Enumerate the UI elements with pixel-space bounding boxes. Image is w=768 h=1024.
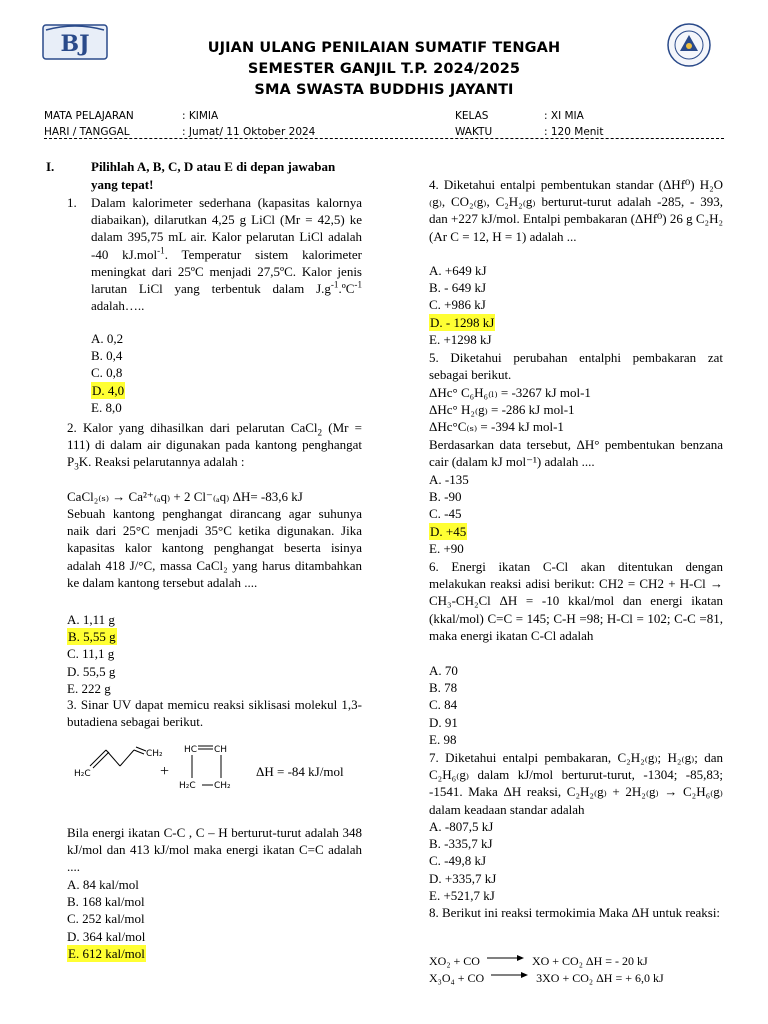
q4-text: 4. Diketahui entalpi pembentukan standar (ΔHf⁰) H₂O ₍g₎, CO₂₍g₎, C₂H₂₍g₎ berturut-turut adalah -285, - 393, dan +227 kJ/mol. Entalpi pembakaran (ΔHf⁰) 26 g C₂H₂ (Ar C = 12, H = 1) adalah ... [429, 177, 723, 244]
q8-r1-left: XO₂ + CO [429, 954, 480, 968]
q6-option-e: E. 98 [429, 731, 457, 747]
q1-option-b: B. 0,4 [91, 348, 123, 364]
q4-option-b: B. - 649 kJ [429, 280, 487, 296]
q3-plus: + [160, 763, 170, 780]
q2-option-b: B. 5,55 g [68, 629, 116, 645]
q7-option-e: E. +521,7 kJ [429, 887, 495, 903]
q8-reaction-2 [429, 969, 723, 987]
q5-text: 5. Diketahui perubahan entalphi pembakaran zat sebagai berikut. [429, 350, 723, 383]
arrow-icon [491, 966, 529, 984]
q1-number: 1. [67, 195, 77, 210]
header-line-2: SEMESTER GANJIL T.P. 2024/2025 [247, 61, 521, 77]
q5-text-2: Berdasarkan data tersebut, ΔH° pembentukan benzana cair (dalam kJ mol⁻¹) adalah .... [429, 437, 723, 470]
q3-label-ch: CH [214, 745, 228, 755]
q2-option-d: D. 55,5 g [67, 663, 116, 679]
q8-text: 8. Berikut ini reaksi termokimia Maka ΔH untuk reaksi: [429, 905, 721, 920]
q6-option-b: B. 78 [429, 680, 458, 696]
class-label: KELAS [455, 110, 489, 122]
logo-text: BJ [60, 31, 90, 57]
q2-option-a: A. 1,11 g [67, 612, 115, 627]
q7-option-c: C. -49,8 kJ [429, 853, 487, 869]
q1-options [91, 330, 125, 416]
q5-option-a: A. -135 [429, 472, 469, 487]
q3-text: Bila energi ikatan C-C , C – H berturut-turut adalah 348 kJ/mol dan 413 kJ/mol maka energi ikatan C=C adalah .... [67, 825, 362, 875]
q4-option-a: A. +649 kJ [429, 263, 487, 278]
q5-line-3: ΔHc°C₍ₛ₎ = -394 kJ mol-1 [429, 419, 564, 435]
date-label: HARI / TANGGAL [44, 126, 130, 138]
q6-option-d: D. 91 [429, 714, 458, 730]
q3-option-b: B. 168 kal/mol [67, 894, 145, 910]
q3-delta-h: ΔH = -84 kJ/mol [256, 764, 344, 779]
q3-intro: 3. Sinar UV dapat memicu reaksi siklisasi molekul 1,3-butadiena sebagai berikut. [67, 697, 362, 730]
q3-option-c: C. 252 kal/mol [67, 911, 145, 927]
q8-r2-right: 3XO + CO₂ ΔH = + 6,0 kJ [536, 971, 664, 985]
q4-options [429, 262, 495, 348]
q2-option-e: E. 222 g [67, 680, 111, 696]
q3-label-h2c-b: H₂C [179, 781, 196, 791]
q2-text: Sebuah kantong penghangat dirancang agar suhunya naik dari 25°C menjadi 35°C ketika digunakan. Jika kapasitas kalor kantong penghangat beserta isinya adalah 418 J/°C, massa CaCl₂ yang harus ditambahkan ke dalam kantong tersebut adalah .... [67, 506, 362, 590]
q5-option-e: E. +90 [429, 540, 464, 556]
q6-option-c: C. 84 [429, 697, 458, 713]
q3-option-e: E. 612 kal/mol [68, 945, 145, 961]
q5-option-d: D. +45 [430, 523, 467, 539]
q3-reaction-diagram [68, 738, 368, 810]
q7-options [429, 818, 496, 904]
q3-label-hc: HC [184, 745, 198, 755]
q7-option-d: D. +335,7 kJ [429, 870, 497, 886]
q7-text: 7. Diketahui entalpi pembakaran, C₂H₂₍g₎; H₂₍g₎; dan C₂H₆₍g₎ dalam kJ/mol berturut-turut, -1304; -85,83; -1541. Maka ΔH reaksi, C₂H₂₍g₎ + 2H₂₍g₎ → C₂H₆₍g₎ dalam keadaan standar adalah [429, 750, 723, 817]
time-label: WAKTU [455, 126, 493, 138]
q8-r2-left: X₃O₄ + CO [429, 971, 485, 985]
q5-line-2: ΔHc° H₂₍g₎ = -286 kJ mol-1 [429, 402, 575, 418]
q3-options [67, 876, 146, 962]
exam-header [0, 38, 768, 101]
subject-label: MATA PELAJARAN [44, 110, 134, 122]
q5-line-1: ΔHc° C₆H₆₍ₗ₎ = -3267 kJ mol-1 [429, 385, 591, 400]
header-line-1: UJIAN ULANG PENILAIAN SUMATIF TENGAH [207, 40, 561, 56]
q4-option-c: C. +986 kJ [429, 297, 486, 313]
q7-option-a: A. -807,5 kJ [429, 819, 494, 834]
class-value: : XI MIA [544, 110, 584, 122]
q1-option-e: E. 8,0 [91, 399, 122, 415]
q3-label-ch2-b: CH₂ [214, 781, 231, 791]
q8-reaction-1 [429, 952, 723, 970]
q3-label-h2c-left: H₂C [74, 769, 91, 779]
q3-label-ch2-top: CH₂ [146, 749, 163, 759]
arrow-icon [487, 949, 525, 967]
q2-equation: CaCl₂₍ₛ₎ → Ca²⁺₍ₐq₎ + 2 Cl⁻₍ₐq₎ ΔH= -83,6 kJ [67, 489, 303, 504]
header-line-3: SMA SWASTA BUDDHIS JAYANTI [254, 82, 514, 98]
q5-data [429, 384, 723, 436]
subject-value: : KIMIA [182, 110, 219, 122]
header-divider [44, 138, 724, 139]
section-instruction: Pilihlah A, B, C, D atau E di depan jawaban yang tepat! [91, 159, 336, 192]
q3-option-d: D. 364 kal/mol [67, 928, 146, 944]
section-number: I. [46, 159, 55, 174]
q1-option-c: C. 0,8 [91, 365, 123, 381]
q1-option-a: A. 0,2 [91, 331, 124, 346]
q6-text: 6. Energi ikatan C-Cl akan ditentukan dengan melakukan reaksi adisi berikut: CH2 = CH2 + H-Cl → CH₃-CH₂Cl ΔH = -10 kkal/mol dan energi ikatan (kkal/mol) C=C = 145; C-H =98; H-Cl = 102; C-C =81, maka energi ikatan C-Cl adalah [429, 559, 723, 643]
q6-option-a: A. 70 [429, 663, 458, 678]
q2-options [67, 611, 117, 697]
q1-option-d: D. 4,0 [92, 382, 125, 398]
q3-option-a: A. 84 kal/mol [67, 877, 139, 892]
q1-text: Dalam kalorimeter sederhana (kapasitas kalornya diabaikan), dilarutkan 4,25 g LiCl (Mr = 42,5) ke dalam 395,75 mL air. Kalor pelarutan LiCl adalah -40 kJ.mol$^{-1}$. Temperatur sistem kalorimeter meningkat dari 25ºC menjadi 27,5ºC. Kalor jenis larutan LiCl yang terbentuk dalam $J.g^{-1}.ºC^{-1}$ adalah….. [91, 195, 362, 314]
q5-option-b: B. -90 [429, 489, 462, 505]
q7-option-b: B. -335,7 kJ [429, 836, 493, 852]
q2-intro: 2. Kalor yang dihasilkan dari pelarutan CaCl$_2$ (Mr = 111) di dalam air digunakan pada kantong penghangat $P_3K$. Reaksi pelarutannya adalah : [67, 420, 362, 472]
q6-options [429, 662, 458, 748]
date-value: : Jumat/ 11 Oktober 2024 [182, 126, 316, 138]
q4-option-d: D. - 1298 kJ [430, 314, 495, 330]
time-value: : 120 Menit [544, 126, 604, 138]
q8-r1-right: XO + CO₂ ΔH = - 20 kJ [531, 954, 648, 968]
butadiene-structure [90, 747, 146, 768]
q4-option-e: E. +1298 kJ [429, 331, 492, 347]
q5-option-c: C. -45 [429, 506, 462, 522]
q2-option-c: C. 11,1 g [67, 646, 115, 662]
q5-options [429, 471, 469, 557]
